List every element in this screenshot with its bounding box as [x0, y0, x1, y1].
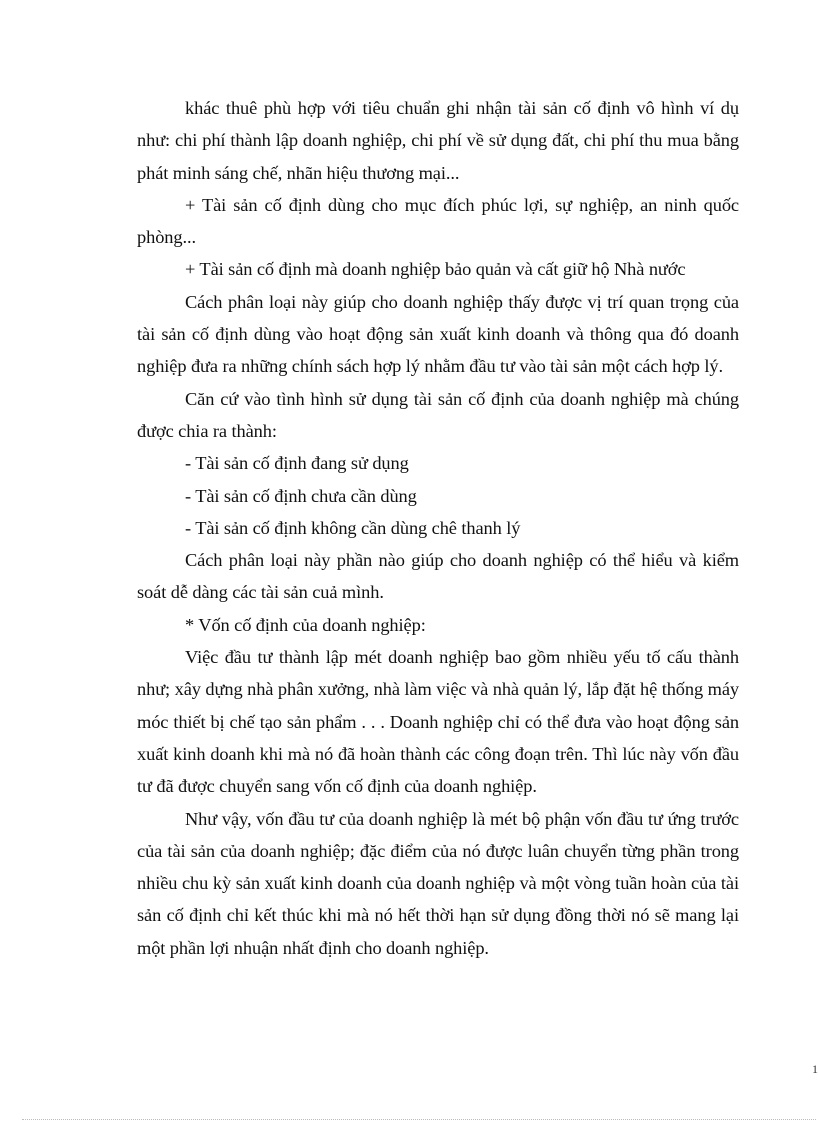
paragraph-investment-capital: Như vậy, vốn đầu tư của doanh nghiệp là mét bộ phận vốn đầu tư ứng trước của tài sản của doanh nghiệp; đặc điểm của nó được luân chuyển từng phần trong nhiều chu kỳ sản xuất kinh doanh của doanh nghiệp và một vòng tuần hoàn của tài sản cố định chỉ kết thúc khi mà nó hết thời hạn sử dụng đồng thời nó sẽ mang lại một phần lợi nhuận nhất định cho doanh nghiệp. — [137, 808, 739, 958]
paragraph-intangible-costs: khác thuê phù hợp với tiêu chuẩn ghi nhận tài sản cố định vô hình ví dụ như: chi phí thành lập doanh nghiệp, chi phí về sử dụng đất, chi phí thu mua bằng phát minh sáng chế, nhãn hiệu thương mại... — [137, 98, 739, 183]
paragraph-usage-basis: Căn cứ vào tình hình sử dụng tài sản cố định của doanh nghiệp mà chúng được chia ra thành: — [137, 388, 739, 441]
list-item-not-yet-needed: - Tài sản cố định chưa cần dùng — [185, 485, 417, 506]
page-number: 1 — [812, 1062, 818, 1076]
footer-divider — [22, 1119, 816, 1120]
list-item-awaiting-liquidation: - Tài sản cố định không cần dùng chê thanh lý — [185, 517, 521, 538]
paragraph-control-assets: Cách phân loại này phần nào giúp cho doanh nghiệp có thể hiểu và kiểm soát dễ dàng các tài sản cuả mình. — [137, 550, 739, 603]
paragraph-classification-benefit: Cách phân loại này giúp cho doanh nghiệp thấy được vị trí quan trọng của tài sản cố định dùng vào hoạt động sản xuất kinh doanh và thông qua đó doanh nghiệp đưa ra những chính sách hợp lý nhằm đầu tư vào tài sản một cách hợp lý. — [137, 291, 739, 377]
section-heading-fixed-capital: * Vốn cố định của doanh nghiệp: — [185, 614, 426, 635]
paragraph-investment-setup: Việc đầu tư thành lập mét doanh nghiệp bao gồm nhiều yếu tố cấu thành như; xây dựng nhà phân xưởng, nhà làm việc và nhà quản lý, lắp đặt hệ thống máy móc thiết bị chế tạo sản phẩm . . . Doanh nghiệp chỉ có thể đưa vào hoạt động sản xuất kinh doanh khi mà nó đã hoàn thành các công đoạn trên. Thì lúc này vốn đầu tư đã được chuyển sang vốn cố định của doanh nghiệp. — [137, 647, 739, 797]
paragraph-state-held-assets: + Tài sản cố định mà doanh nghiệp bảo quản và cất giữ hộ Nhà nước — [185, 259, 686, 280]
document-body — [137, 92, 739, 964]
list-item-in-use: - Tài sản cố định đang sử dụng — [185, 453, 409, 474]
paragraph-welfare-assets: + Tài sản cố định dùng cho mục đích phúc lợi, sự nghiệp, an ninh quốc phòng... — [137, 194, 739, 248]
